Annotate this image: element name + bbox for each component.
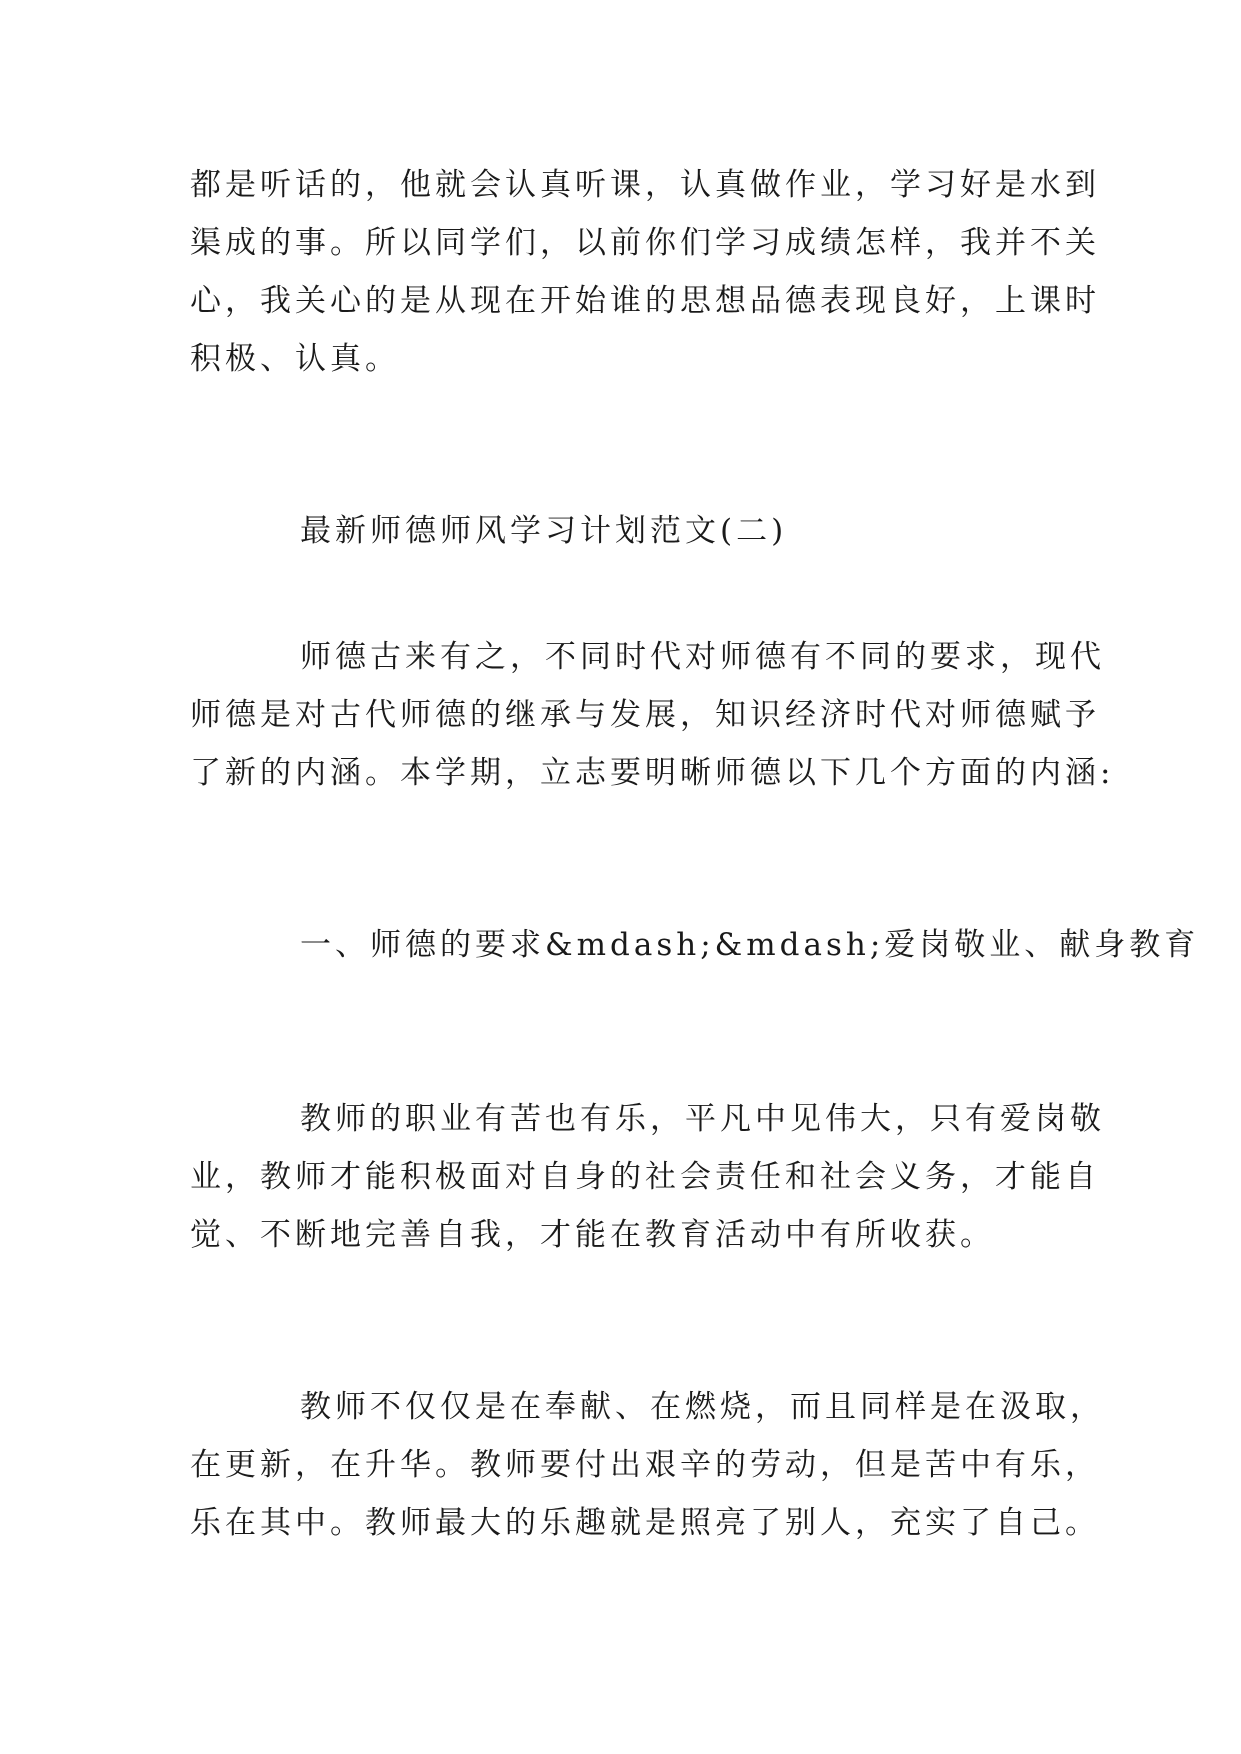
text-line: 教师不仅仅是在奉献、在燃烧，而且同样是在汲取， [300,1389,1105,1425]
paragraph-body-2 [190,1378,1105,1552]
paragraph-continuation [190,156,1100,388]
paragraph-intro [190,628,1115,802]
text-line: 在更新，在升华。教师要付出艰辛的劳动，但是苦中有乐， [190,1447,1100,1483]
paragraph-body-1 [190,1090,1105,1264]
text-line: 教师的职业有苦也有乐，平凡中见伟大，只有爱岗敬 [300,1101,1105,1137]
text-line: 最新师德师风学习计划范文(二) [300,513,788,549]
text-line: 了新的内涵。本学期，立志要明晰师德以下几个方面的内涵: [190,755,1115,791]
text-line: 师德是对古代师德的继承与发展，知识经济时代对师德赋予 [190,697,1100,733]
section-title [190,502,1070,560]
text-line: 一、师德的要求&mdash;&mdash;爱岗敬业、献身教育 [300,927,1200,963]
text-line: 都是听话的，他就会认真听课，认真做作业，学习好是水到 [190,167,1100,203]
text-line: 渠成的事。所以同学们，以前你们学习成绩怎样，我并不关 [190,225,1100,261]
text-line: 乐在其中。教师最大的乐趣就是照亮了别人，充实了自己。 [190,1505,1100,1541]
text-line: 觉、不断地完善自我，才能在教育活动中有所收获。 [190,1217,995,1253]
text-line: 业，教师才能积极面对自身的社会责任和社会义务，才能自 [190,1159,1100,1195]
text-line: 积极、认真。 [190,341,400,377]
text-line: 心，我关心的是从现在开始谁的思想品德表现良好，上课时 [190,283,1100,319]
subheading [190,916,1200,974]
text-line: 师德古来有之，不同时代对师德有不同的要求，现代 [300,639,1105,675]
